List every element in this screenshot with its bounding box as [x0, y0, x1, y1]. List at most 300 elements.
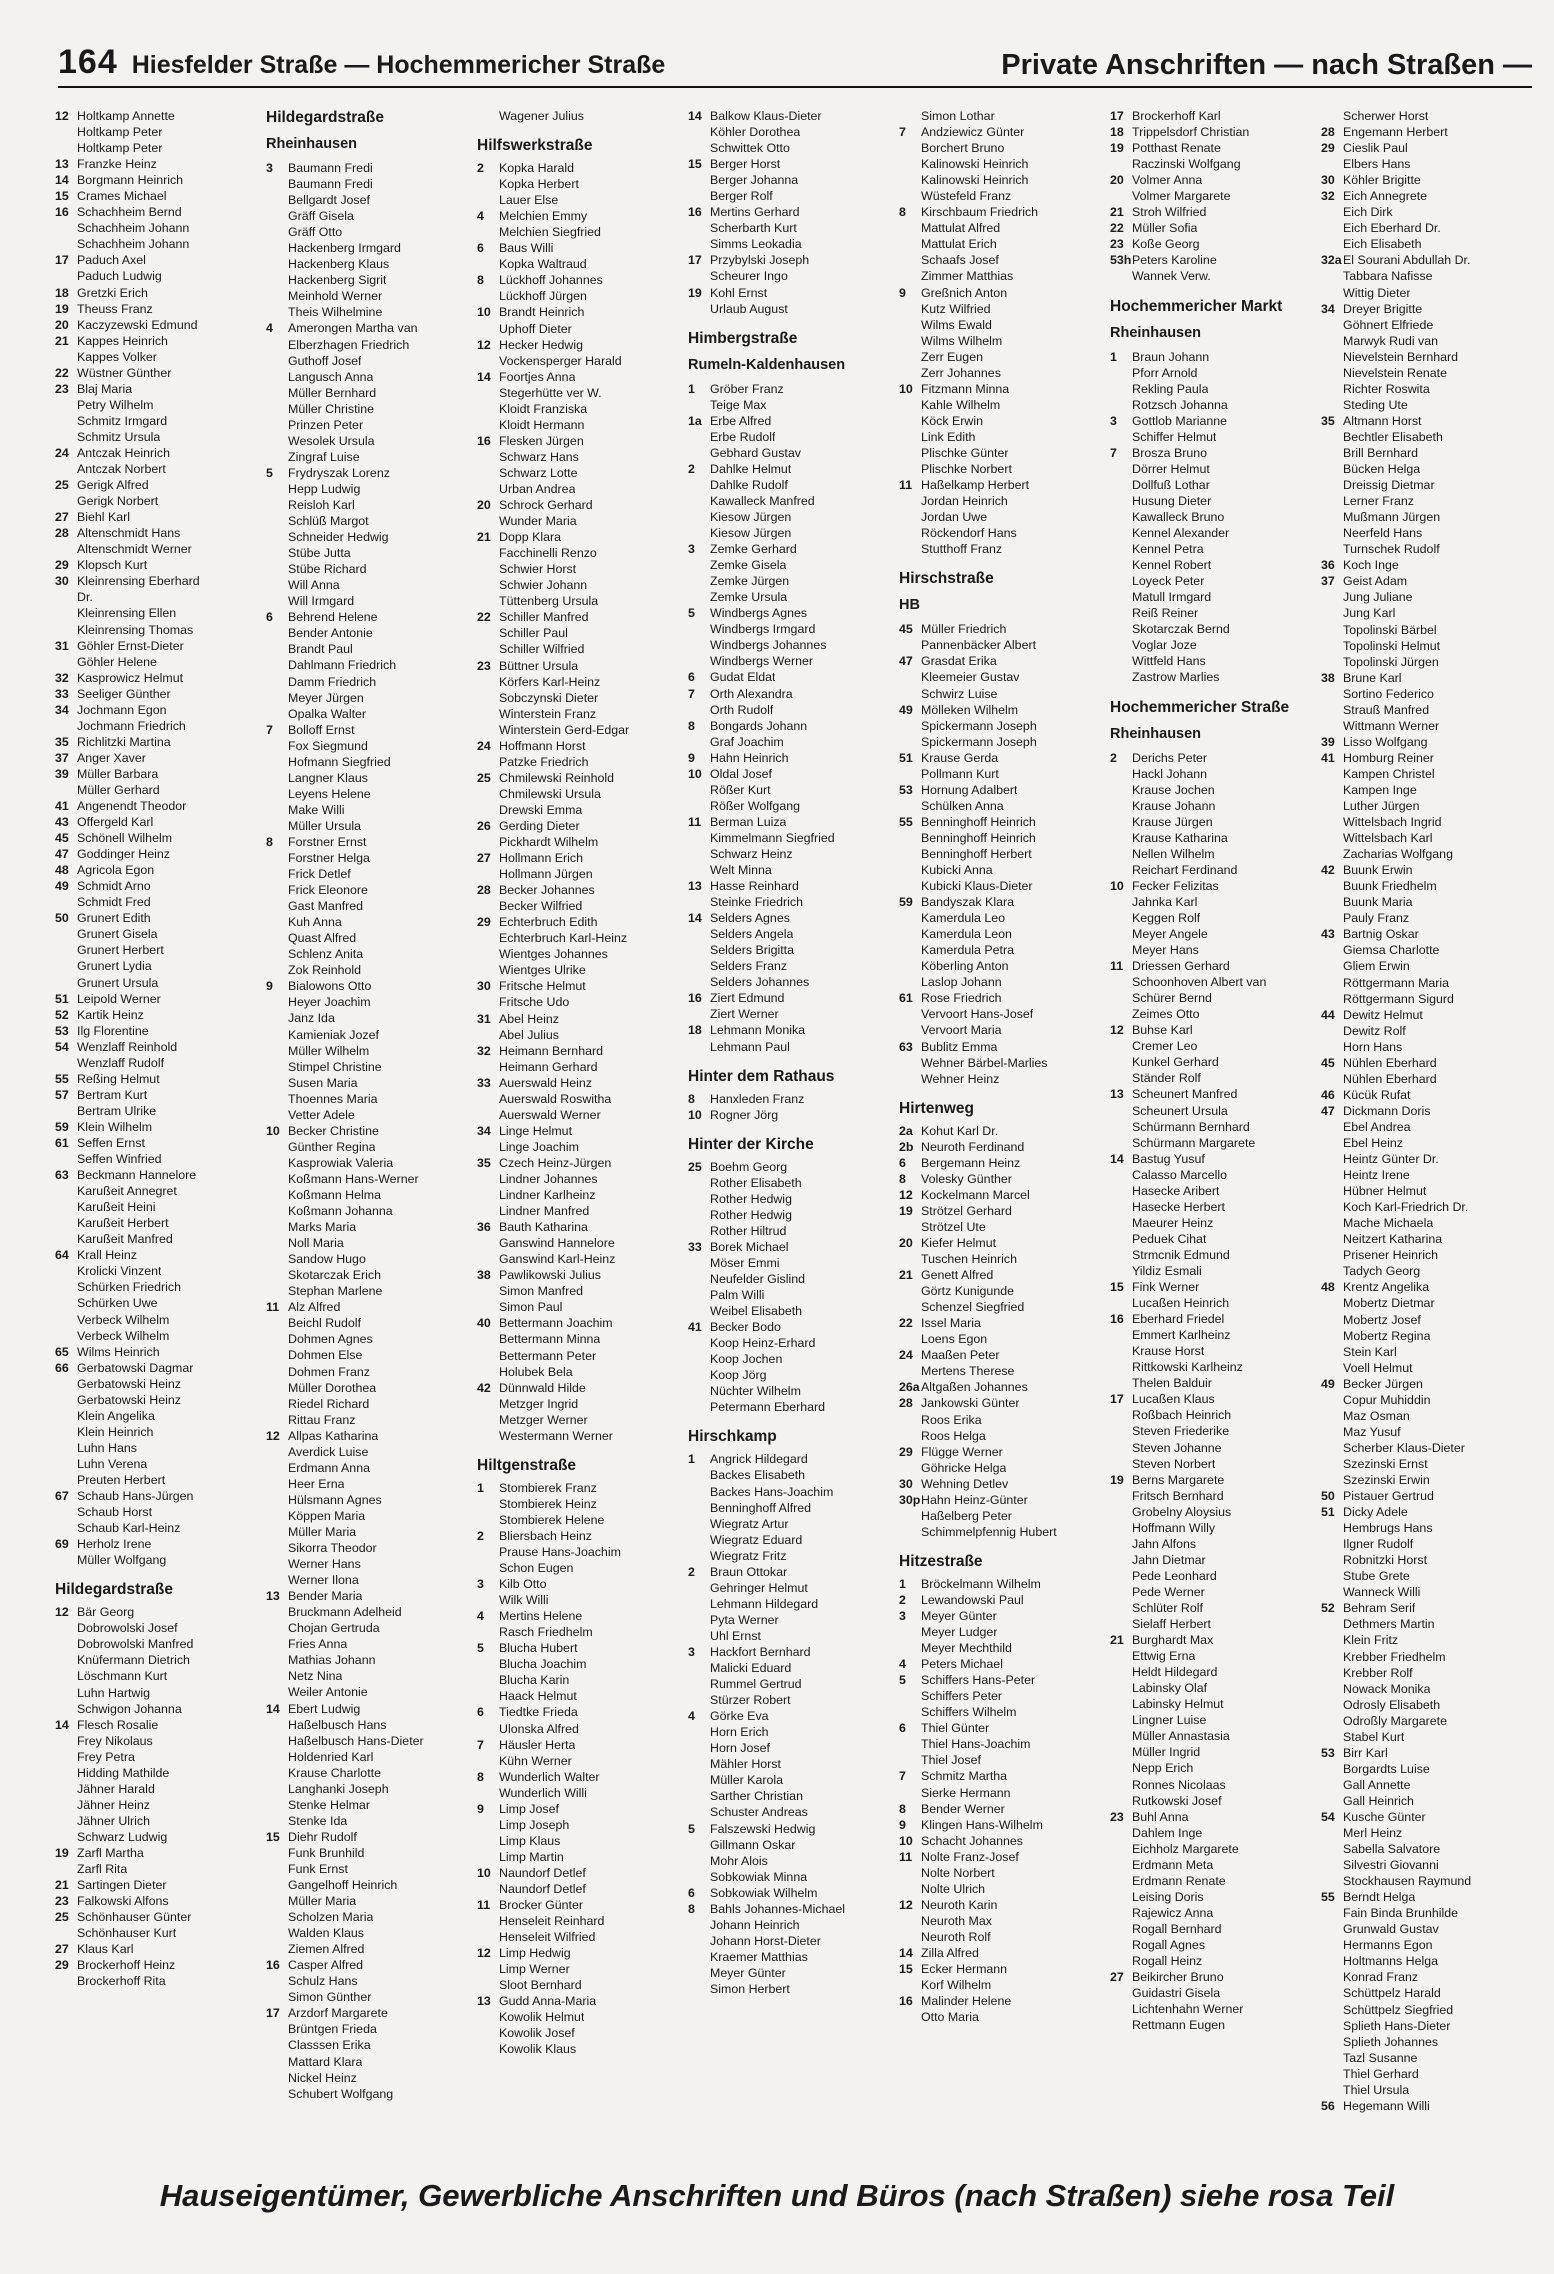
list-item [55, 975, 266, 991]
resident-name: Steding Ute [1343, 397, 1408, 412]
list-item [899, 413, 1110, 429]
house-number [477, 108, 499, 124]
list-item [477, 1480, 688, 1496]
house-number: 14 [1110, 1151, 1124, 1166]
resident-name: Sandow Hugo [288, 1252, 366, 1267]
list-item [477, 1187, 688, 1203]
house-number: 55 [899, 814, 913, 829]
house-number: 8 [688, 1091, 695, 1106]
list-item [1110, 1568, 1321, 1584]
list-item [688, 108, 899, 124]
house-number: 13 [266, 1589, 280, 1604]
resident-name: Lisso Wolfgang [1343, 734, 1428, 749]
house-number [688, 702, 710, 718]
house-number: 32 [55, 670, 69, 685]
resident-name: Pawlikowski Julius [499, 1268, 601, 1283]
house-number [1110, 862, 1132, 878]
list-item [1321, 1937, 1532, 1953]
resident-name: Schon Eugen [499, 1561, 574, 1576]
resident-name: Schwirz Luise [921, 686, 998, 701]
list-item [55, 1344, 266, 1360]
resident-name: Löschmann Kurt [77, 1669, 168, 1684]
house-number [266, 208, 288, 224]
resident-name: Bär Georg [77, 1605, 135, 1620]
house-number: 59 [55, 1119, 69, 1134]
resident-name: Rößer Wolfgang [710, 798, 800, 813]
list-item [1321, 830, 1532, 846]
resident-name: Gudd Anna-Maria [499, 1994, 597, 2009]
list-item [1110, 1119, 1321, 1135]
house-number [266, 1444, 288, 1460]
house-number [1321, 108, 1343, 124]
resident-name: Mobertz Regina [1343, 1328, 1431, 1343]
list-item [55, 1685, 266, 1701]
list-item [266, 818, 477, 834]
resident-name: Boehm Georg [710, 1159, 788, 1174]
resident-name: Luther Jürgen [1343, 799, 1420, 814]
house-number [1321, 1953, 1343, 1969]
list-item [1321, 1616, 1532, 1632]
resident-name: Haack Helmut [499, 1689, 577, 1704]
list-item [55, 1604, 266, 1620]
list-item [899, 1640, 1110, 1656]
list-item [1110, 637, 1321, 653]
list-item [477, 962, 688, 978]
house-number [1110, 1552, 1132, 1568]
resident-name: Chmilewski Reinhold [499, 770, 615, 785]
resident-name: Krause Jochen [1132, 782, 1215, 797]
house-number: 23 [1110, 1809, 1124, 1824]
resident-name: Koßmann Helma [288, 1188, 381, 1202]
house-number: 4 [477, 1609, 484, 1624]
resident-name: Brüntgen Frieda [288, 2022, 377, 2037]
list-item [55, 493, 266, 509]
house-number: 35 [477, 1155, 491, 1170]
list-item [1321, 734, 1532, 750]
list-item [899, 1592, 1110, 1608]
resident-name: Steven Johanne [1132, 1440, 1222, 1455]
list-item [688, 172, 899, 188]
list-item [55, 798, 266, 814]
house-number [688, 124, 710, 140]
house-number [477, 401, 499, 417]
resident-name: Dohmen Franz [288, 1364, 370, 1379]
house-number: 23 [55, 1894, 69, 1909]
resident-name: Kopka Harald [499, 161, 575, 176]
list-item [477, 1897, 688, 1913]
list-item [477, 802, 688, 818]
resident-name: Bartnig Oskar [1343, 927, 1419, 942]
street-heading: Himbergstraße [688, 329, 798, 347]
resident-name: Langhanki Joseph [288, 1781, 389, 1796]
resident-name: Preuten Herbert [77, 1472, 166, 1487]
list-item [1321, 397, 1532, 413]
resident-name: Dopp Klara [499, 530, 561, 545]
house-number [55, 1520, 77, 1536]
resident-name: Vockensperger Harald [499, 353, 622, 368]
resident-name: Klein Angelika [77, 1408, 155, 1423]
list-item [477, 337, 688, 353]
resident-name: Limp Werner [499, 1962, 570, 1977]
resident-name: Chojan Gertruda [288, 1621, 380, 1636]
list-item [266, 1781, 477, 1797]
list-item [688, 541, 899, 557]
house-number: 32 [1321, 189, 1335, 204]
resident-name: Grunert Lydia [77, 959, 152, 974]
house-number [688, 525, 710, 541]
resident-name: Koßmann Hans-Werner [288, 1171, 419, 1186]
list-item [899, 878, 1110, 894]
resident-name: Scholzen Maria [288, 1910, 374, 1925]
list-item [55, 1893, 266, 1909]
list-item [1321, 2050, 1532, 2066]
house-number [266, 1749, 288, 1765]
house-number [477, 2025, 499, 2041]
list-item [55, 317, 266, 333]
list-item [55, 1861, 266, 1877]
list-item [55, 1781, 266, 1797]
resident-name: Stenke Helmar [288, 1797, 370, 1812]
house-number [1321, 429, 1343, 445]
list-item [899, 653, 1110, 669]
resident-name: Klopsch Kurt [77, 558, 148, 573]
list-item [688, 1107, 899, 1123]
house-number [688, 1255, 710, 1271]
list-item [1110, 1744, 1321, 1760]
list-item [688, 766, 899, 782]
resident-name: Schmidt Arno [77, 879, 151, 894]
resident-name: Eberhard Friedel [1132, 1312, 1225, 1327]
house-number: 12 [899, 1187, 913, 1202]
list-item [55, 268, 266, 284]
resident-name: Karußeit Heini [77, 1200, 156, 1215]
house-number [1321, 1536, 1343, 1552]
house-number [1321, 1937, 1343, 1953]
house-number: 6 [688, 1885, 695, 1900]
house-number [1110, 1504, 1132, 1520]
resident-name: Antczak Heinrich [77, 445, 170, 460]
list-item [1321, 1360, 1532, 1376]
list-item [266, 497, 477, 513]
resident-name: Bender Werner [921, 1801, 1005, 1816]
house-number [266, 192, 288, 208]
list-item [899, 1444, 1110, 1460]
house-number [688, 830, 710, 846]
house-number [1321, 236, 1343, 252]
list-item [1321, 1103, 1532, 1119]
list-item [477, 449, 688, 465]
house-number [266, 1010, 288, 1026]
house-number [55, 124, 77, 140]
house-number: 17 [1110, 109, 1124, 123]
resident-name: Ettwig Erna [1132, 1649, 1196, 1664]
list-item [688, 846, 899, 862]
resident-name: Berger Johanna [710, 173, 799, 188]
house-number [266, 577, 288, 593]
resident-name: Kowolik Helmut [499, 2010, 585, 2025]
list-item [266, 1957, 477, 1973]
list-item [55, 1973, 266, 1989]
resident-name: Kawalleck Bruno [1132, 509, 1225, 524]
list-item [477, 1528, 688, 1544]
list-item [899, 1624, 1110, 1640]
resident-name: Petermann Eberhard [710, 1400, 826, 1415]
house-number [1110, 1664, 1132, 1680]
resident-name: Amerongen Martha van [288, 321, 418, 336]
house-number [477, 1977, 499, 1993]
house-number [1110, 1215, 1132, 1231]
resident-name: Wagener Julius [499, 109, 584, 123]
list-item [266, 1203, 477, 1219]
house-number [477, 1348, 499, 1364]
list-item [1321, 1568, 1532, 1584]
resident-name: Foortjes Anna [499, 369, 576, 384]
resident-name: Göhler Ernst-Dieter [77, 638, 184, 653]
list-item [1110, 926, 1321, 942]
list-item [55, 1103, 266, 1119]
list-item [266, 1572, 477, 1588]
resident-name: Horn Hans [1343, 1039, 1403, 1054]
house-number [899, 188, 921, 204]
list-item [55, 782, 266, 798]
resident-name: Krause Johann [1132, 798, 1216, 813]
house-number [1110, 1520, 1132, 1536]
list-item [899, 1203, 1110, 1219]
house-number [1321, 2002, 1343, 2018]
resident-name: Meyer Hans [1132, 943, 1199, 958]
resident-name: Krause Katharina [1132, 830, 1228, 845]
list-item [266, 1877, 477, 1893]
list-item [688, 1580, 899, 1596]
list-item [55, 878, 266, 894]
list-item [1321, 1825, 1532, 1841]
page-header [58, 34, 1532, 88]
list-item [55, 1183, 266, 1199]
house-number [1321, 1584, 1343, 1600]
list-item [1110, 846, 1321, 862]
house-number: 2 [477, 1528, 484, 1543]
resident-name: Knüfermann Dietrich [77, 1653, 190, 1668]
house-number [477, 625, 499, 641]
list-item [266, 1588, 477, 1604]
resident-name: Orth Rudolf [710, 702, 774, 717]
resident-name: Trippelsdorf Christian [1132, 125, 1250, 140]
list-item [1321, 2098, 1532, 2114]
resident-name: Lerner Franz [1343, 494, 1414, 509]
house-number: 5 [688, 1821, 695, 1836]
list-item [1321, 910, 1532, 926]
resident-name: Lehmann Hildegard [710, 1596, 819, 1611]
resident-name: Odroßly Margarete [1343, 1713, 1447, 1728]
house-number [899, 1331, 921, 1347]
resident-name: Nolte Franz-Josef [921, 1849, 1019, 1864]
house-number [899, 734, 921, 750]
list-item [899, 830, 1110, 846]
house-number [266, 1524, 288, 1540]
list-item [688, 1660, 899, 1676]
list-item [899, 958, 1110, 974]
list-item [266, 385, 477, 401]
list-item [477, 369, 688, 385]
list-item [266, 1508, 477, 1524]
list-item [688, 1853, 899, 1869]
house-number [1110, 1873, 1132, 1889]
list-item [1110, 204, 1321, 220]
list-item [55, 333, 266, 349]
house-number [1110, 477, 1132, 493]
house-number [266, 1187, 288, 1203]
resident-name: Kraemer Matthias [710, 1949, 808, 1964]
house-number: 27 [1110, 1970, 1124, 1985]
list-item [266, 1139, 477, 1155]
list-item [266, 1556, 477, 1572]
resident-name: Lucaßen Klaus [1132, 1392, 1215, 1407]
list-item [899, 1299, 1110, 1315]
list-item [688, 1965, 899, 1981]
list-item [266, 1973, 477, 1989]
resident-name: Sarther Christian [710, 1789, 803, 1804]
resident-name: Spickermann Joseph [921, 734, 1037, 749]
house-number [1321, 1729, 1343, 1745]
resident-name: Rother Hedwig [710, 1191, 792, 1206]
resident-name: Werner Ilona [288, 1573, 359, 1588]
list-item [55, 718, 266, 734]
resident-name: Beckmann Hannelore [77, 1168, 197, 1183]
list-item [55, 1749, 266, 1765]
resident-name: Köberling Anton [921, 959, 1009, 974]
list-item [55, 1536, 266, 1552]
list-item [1110, 1006, 1321, 1022]
list-item [688, 1933, 899, 1949]
resident-name: Pollmann Kurt [921, 766, 999, 781]
house-number [688, 862, 710, 878]
house-number: 69 [55, 1537, 69, 1552]
street-heading: Hirschstraße [899, 570, 994, 588]
list-item [688, 1548, 899, 1564]
house-number [899, 1363, 921, 1379]
house-number [55, 1103, 77, 1119]
resident-name: Zerr Johannes [921, 365, 1001, 380]
resident-name: Auerswald Heinz [499, 1075, 592, 1090]
resident-name: Hollmann Jürgen [499, 867, 593, 882]
district-heading: Rheinhausen [1110, 324, 1202, 341]
house-number [55, 1215, 77, 1231]
list-item [688, 1451, 899, 1467]
resident-name: Scheurer Ingo [710, 269, 788, 284]
house-number [266, 1267, 288, 1283]
list-item [266, 320, 477, 336]
list-item [1321, 670, 1532, 686]
resident-name: Naundorf Detlef [499, 1881, 586, 1896]
resident-name: Schiller Manfred [499, 610, 589, 625]
house-number [55, 1312, 77, 1328]
resident-name: Nievelstein Renate [1343, 365, 1448, 380]
house-number [477, 1107, 499, 1123]
resident-name: Backes Elisabeth [710, 1468, 806, 1483]
house-number [1110, 1584, 1132, 1600]
list-item [477, 2009, 688, 2025]
resident-name: Kasprowiak Valeria [288, 1155, 394, 1170]
list-item [1321, 894, 1532, 910]
list-item [1110, 461, 1321, 477]
resident-name: Gretzki Erich [77, 285, 148, 300]
house-number: 63 [899, 1039, 913, 1054]
resident-name: Voell Helmut [1343, 1360, 1413, 1375]
house-number [55, 942, 77, 958]
house-number [55, 1652, 77, 1668]
list-item [266, 690, 477, 706]
list-item [1321, 1472, 1532, 1488]
resident-name: Selders Johannes [710, 975, 810, 990]
resident-name: Susen Maria [288, 1075, 358, 1090]
house-number: 55 [55, 1071, 69, 1086]
house-number [266, 786, 288, 802]
list-item [1110, 1167, 1321, 1183]
list-item [688, 1207, 899, 1223]
house-number [1110, 429, 1132, 445]
resident-name: Buunk Erwin [1343, 863, 1413, 878]
house-number [477, 1299, 499, 1315]
resident-name: Karußeit Manfred [77, 1232, 173, 1247]
list-item [1321, 1841, 1532, 1857]
resident-name: Potthast Renate [1132, 141, 1221, 156]
house-number [1110, 1327, 1132, 1343]
list-item [55, 1797, 266, 1813]
list-item [899, 686, 1110, 702]
list-item [1110, 1054, 1321, 1070]
resident-name: Dollfuß Lothar [1132, 477, 1210, 492]
list-item [55, 1295, 266, 1311]
house-number: 3 [477, 1577, 484, 1592]
house-number [477, 353, 499, 369]
list-item [1110, 1295, 1321, 1311]
resident-name: Bender Maria [288, 1589, 363, 1604]
list-item [477, 545, 688, 561]
list-item [55, 942, 266, 958]
list-item [55, 1957, 266, 1973]
resident-name: Classsen Erika [288, 2038, 371, 2053]
house-number [1321, 1151, 1343, 1167]
resident-name: Kusche Günter [1343, 1809, 1426, 1824]
list-item [266, 882, 477, 898]
list-item [1110, 557, 1321, 573]
resident-name: Netz Nina [288, 1669, 343, 1684]
resident-name: Bettermann Joachim [499, 1316, 613, 1331]
house-number [1110, 1857, 1132, 1873]
house-number [55, 1151, 77, 1167]
list-item [1110, 1343, 1321, 1359]
list-item [477, 674, 688, 690]
house-number: 51 [55, 991, 69, 1006]
resident-name: Köck Erwin [921, 413, 983, 428]
house-number: 20 [477, 498, 491, 513]
list-item [1321, 2082, 1532, 2098]
list-item [477, 1672, 688, 1688]
list-item [55, 1231, 266, 1247]
house-number [1321, 509, 1343, 525]
house-number [1321, 798, 1343, 814]
resident-name: Forstner Ernst [288, 834, 367, 849]
house-number [266, 1396, 288, 1412]
resident-name: Sortino Federico [1343, 686, 1434, 701]
resident-name: Rößer Kurt [710, 782, 771, 797]
list-item [266, 2021, 477, 2037]
list-item [1321, 1793, 1532, 1809]
list-item [1110, 1247, 1321, 1263]
list-item [55, 108, 266, 124]
list-item [1321, 1905, 1532, 1921]
resident-name: Mertins Gerhard [710, 205, 800, 220]
